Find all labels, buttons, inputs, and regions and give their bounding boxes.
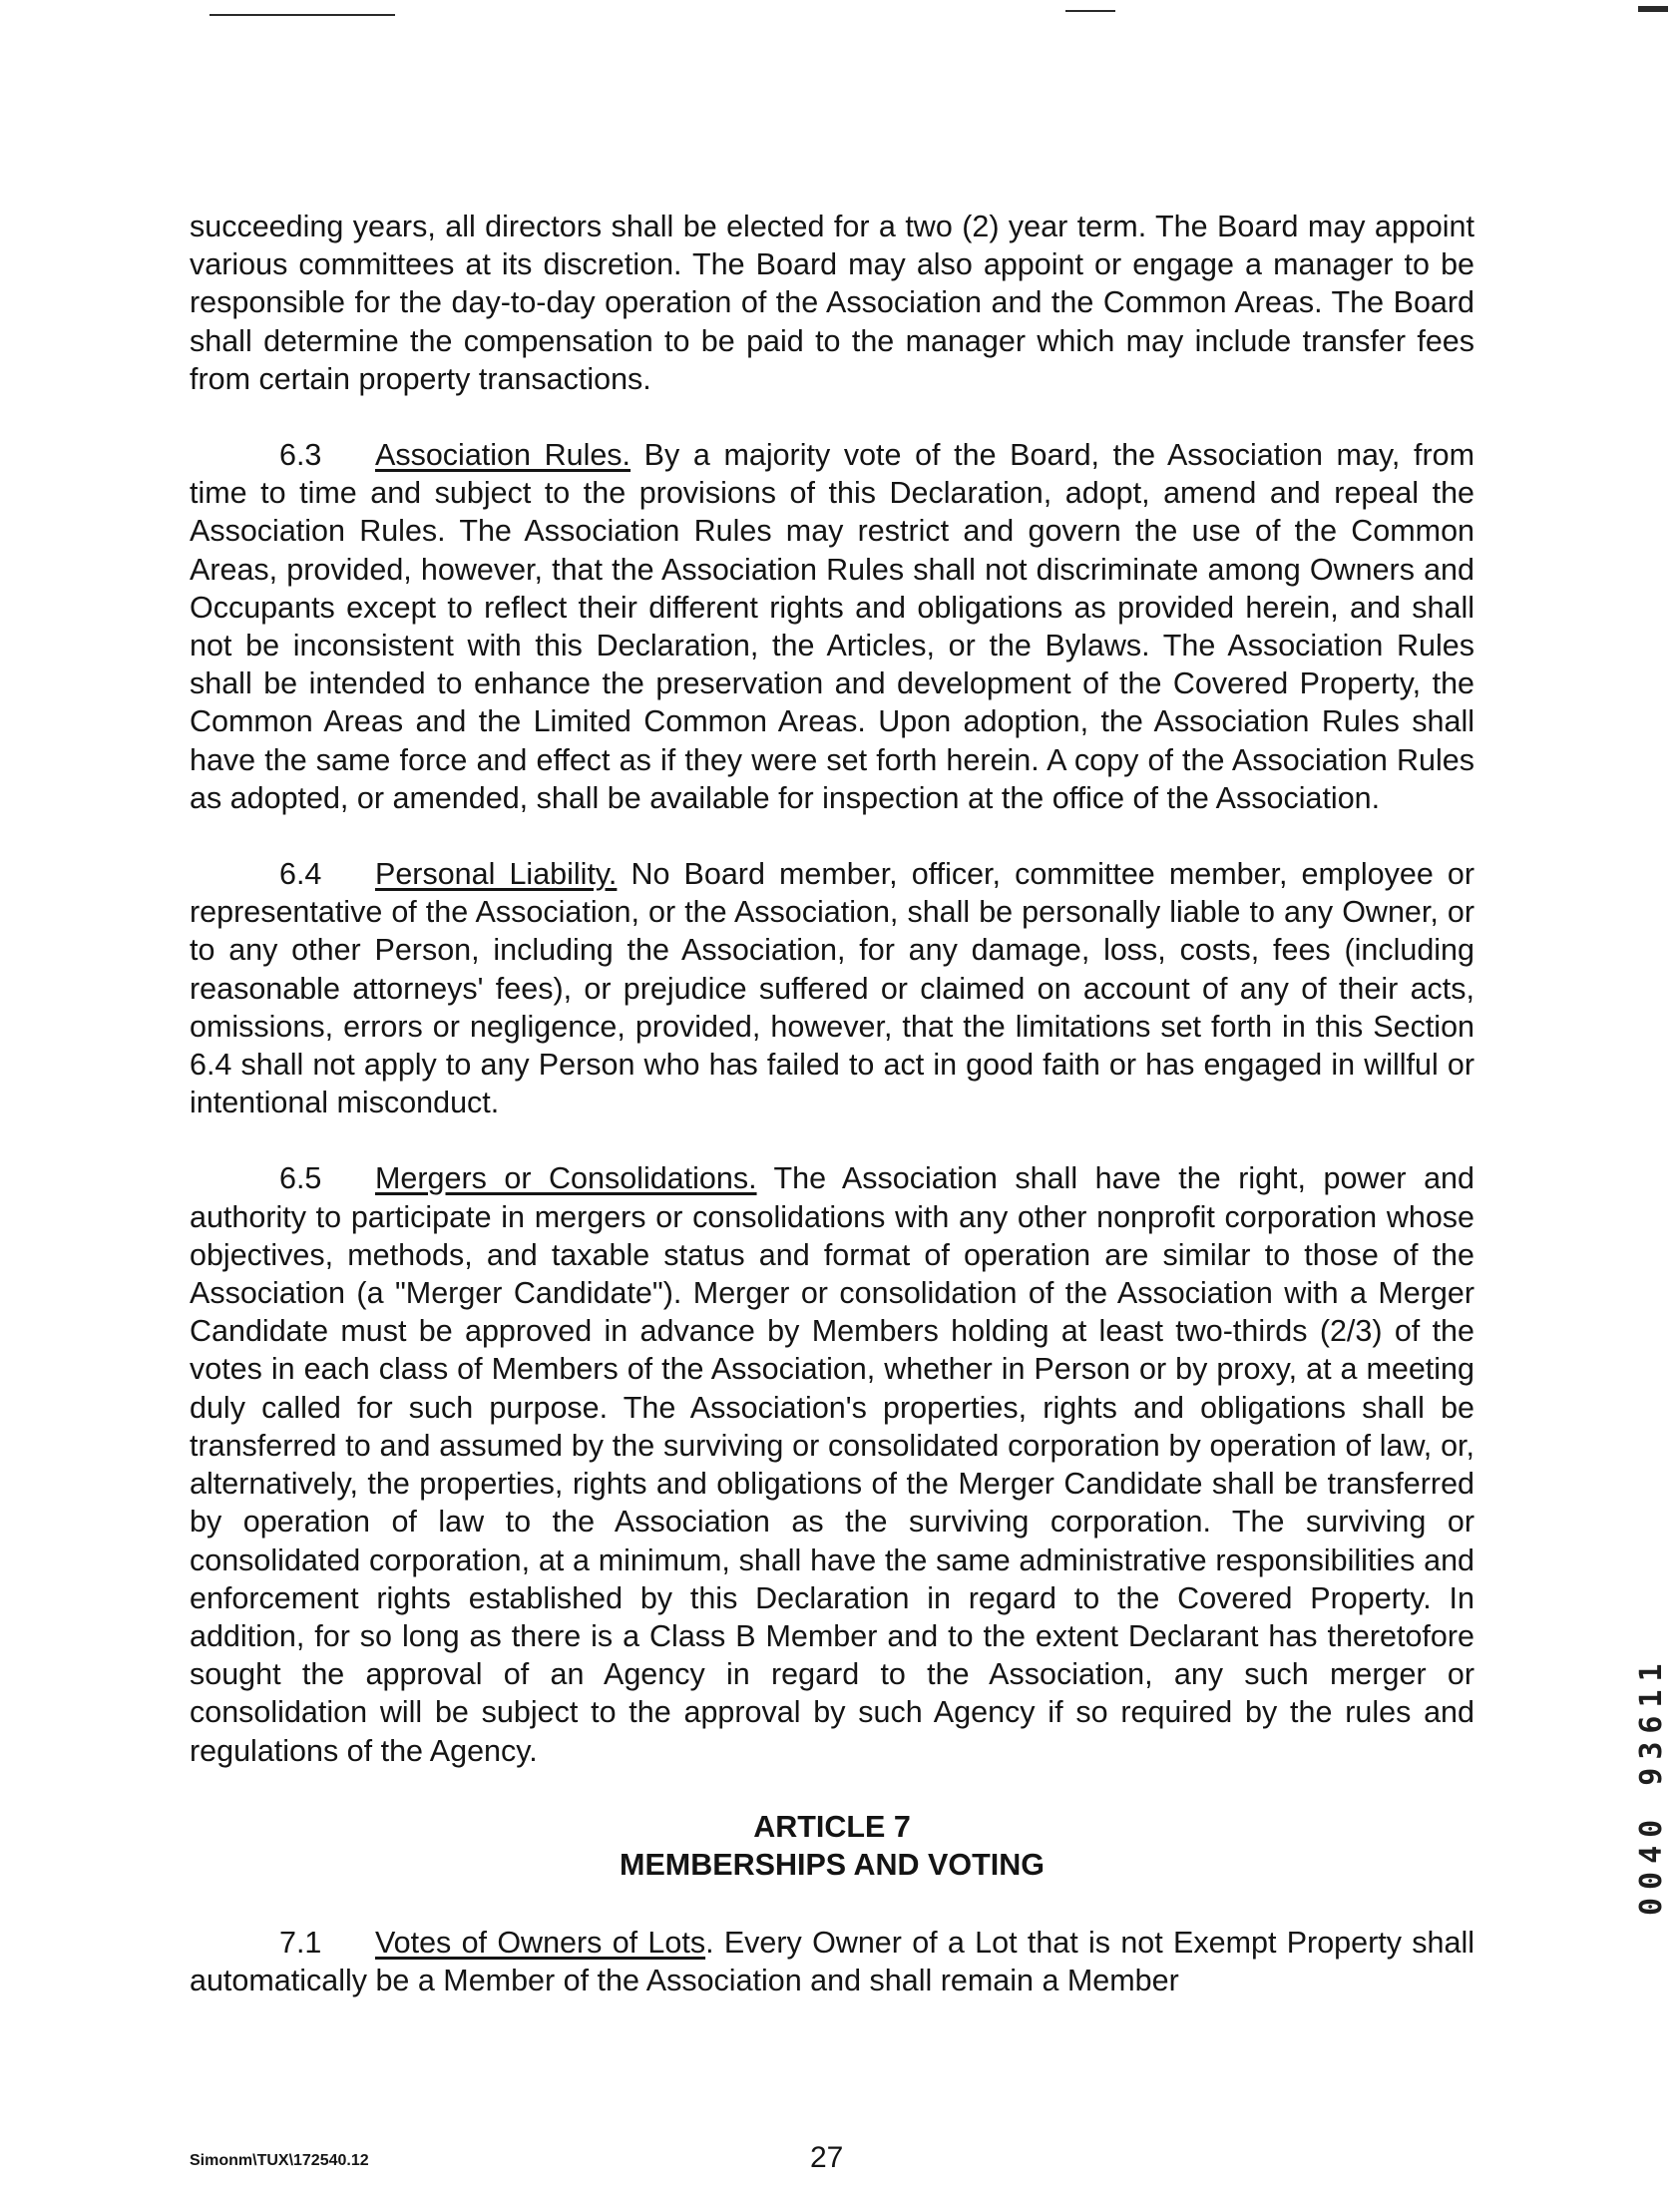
section-6-5 xyxy=(190,1159,1474,1769)
section-number: 6.4 xyxy=(279,857,322,892)
scan-mark-top-right xyxy=(1638,6,1668,12)
footer-document-id: Simonm\TUX\172540.12 xyxy=(190,2152,369,2169)
page-number: 27 xyxy=(810,2141,844,2174)
section-body: . Every Owner of a Lot that is not Exempt Property shall automatically be a Member of the Association and shall remain a Member xyxy=(190,1925,1475,1997)
scan-mark-top-center xyxy=(1065,10,1115,12)
section-body: By a majority vote of the Board, the Association may, from time to time and subject to the provisions of this Declaration, adopt, amend and repeal the Association Rules. The Association Rules may restrict and govern the use of the Common Areas, provided, however, that the Association Rules shall not discriminate among Owners and Occupants except to reflect their different rights and obligations as provided herein, and shall not be inconsistent with this Declaration, the Articles, or the Bylaws. The Association Rules shall be intended to enhance the preservation and development of the Covered Property, the Common Areas and the Limited Common Areas. Upon adoption, the Association Rules shall have the same force and effect as if they were set forth herein. A copy of the Association Rules as adopted, or amended, shall be available for inspection at the office of the Association. xyxy=(190,438,1474,815)
intro-paragraph: succeeding years, all directors shall be elected for a two (2) year term. The Board may appoint various committees at its discretion. The Board may also appoint or engage a manager to be responsible for the day-to-day operation of the Association and the Common Areas. The Board shall determine the compensation to be paid to the manager which may include transfer fees from certain property transactions. xyxy=(190,210,1474,396)
article-title: MEMBERSHIPS AND VOTING xyxy=(620,1847,1045,1882)
section-7-1 xyxy=(190,1924,1474,1999)
document-body xyxy=(190,208,1474,2037)
section-heading: Association Rules. xyxy=(375,438,631,473)
article-heading xyxy=(190,1808,1474,1884)
section-6-3 xyxy=(190,436,1474,817)
margin-recording-number: 0040 93611 xyxy=(1634,1655,1669,1917)
section-heading: Votes of Owners of Lots xyxy=(375,1925,706,1960)
section-body: No Board member, officer, committee member, employee or representative of the Association, or the Association, shall be personally liable to any Owner, or to any other Person, including the Association, for any damage, loss, costs, fees (including reasonable attorneys' fees), or prejudice suffered or claimed on account of any of their acts, omissions, errors or negligence, provided, however, that the limitations set forth in this Section 6.4 shall not apply to any Person who has failed to act in good faith or has engaged in willful or intentional misconduct. xyxy=(190,857,1474,1120)
article-number: ARTICLE 7 xyxy=(753,1809,911,1844)
section-body: The Association shall have the right, power and authority to participate in mergers or consolidations with any other nonprofit corporation whose objectives, methods, and taxable status and format of operation are similar to those of the Association (a "Merger Candidate"). Merger or consolidation of the Association with a Merger Candidate must be approved in advance by Members holding at least two-thirds (2/3) of the votes in each class of Members of the Association, whether in Person or by proxy, at a meeting duly called for such purpose. The Association's properties, rights and obligations shall be transferred to and assumed by the surviving or consolidated corporation by operation of law, or, alternatively, the properties, rights and obligations of the Merger Candidate shall be transferred by operation of law to the Association as the surviving corporation. The surviving or consolidated corporation, at a minimum, shall have the same administrative responsibilities and enforcement rights established by this Declaration in regard to the Covered Property. In addition, for so long as there is a Class B Member and to the extent Declarant has theretofore sought the approval of an Agency in regard to the Association, any such merger or consolidation will be subject to the approval by such Agency if so required by the rules and regulations of the Agency. xyxy=(190,1161,1474,1768)
section-number: 6.5 xyxy=(279,1161,322,1196)
section-number: 6.3 xyxy=(279,438,322,473)
scan-mark-top-left xyxy=(210,14,395,16)
section-heading: Personal Liability. xyxy=(375,857,618,892)
section-heading: Mergers or Consolidations. xyxy=(375,1161,757,1196)
section-6-4 xyxy=(190,855,1474,1121)
section-number: 7.1 xyxy=(279,1925,322,1960)
